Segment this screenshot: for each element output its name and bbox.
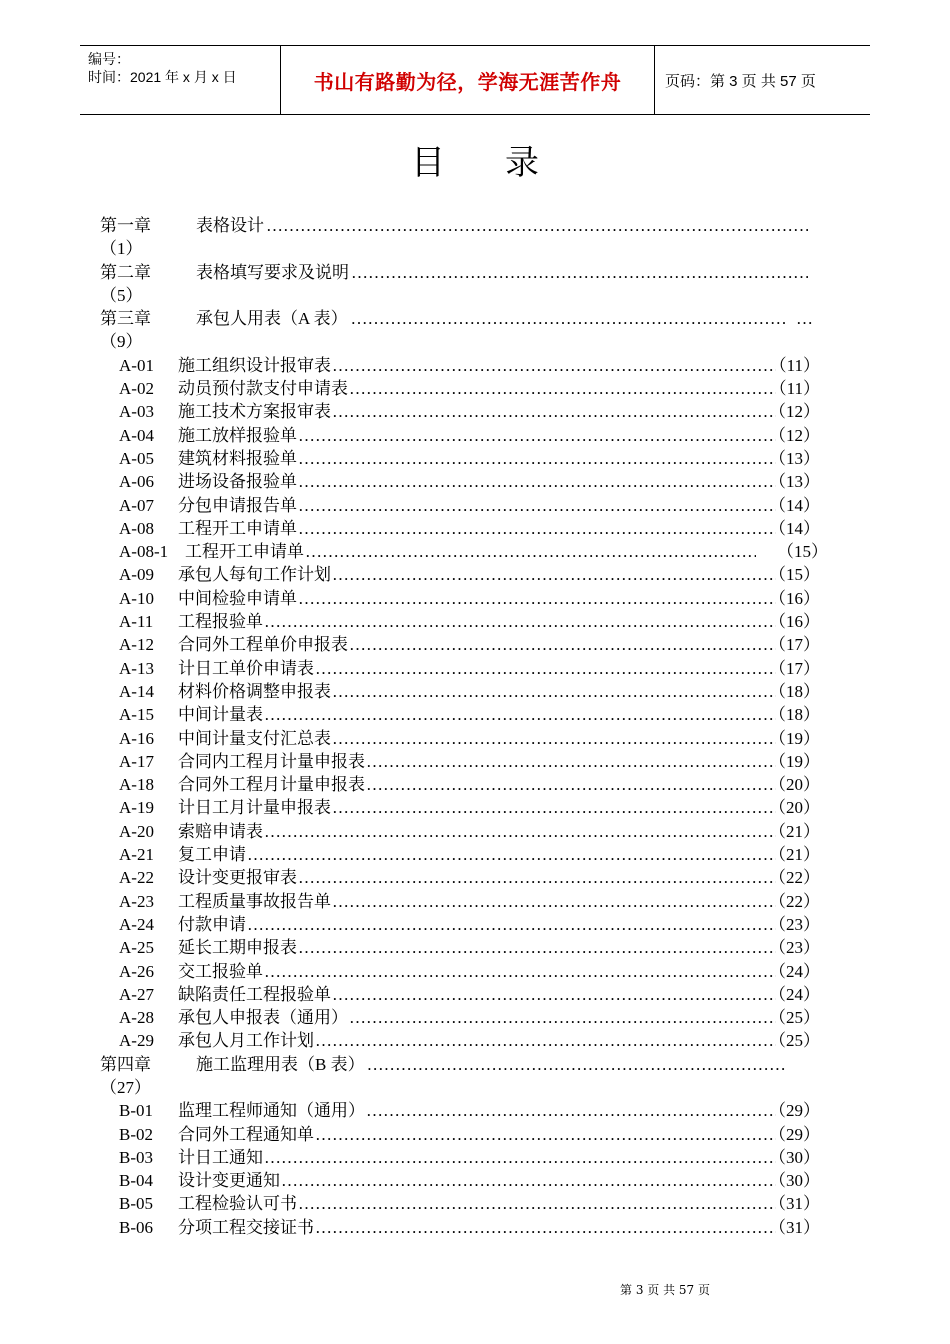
dot-leader (264, 703, 776, 726)
item-page-number: （18） (769, 705, 820, 725)
item-code: A-24 (119, 914, 154, 934)
chapter-number: 第一章 (100, 216, 151, 235)
dot-leader (332, 354, 776, 377)
item-title: 进场设备报验单 (178, 472, 297, 492)
item-page-number: （22） (769, 891, 820, 911)
dot-leader (349, 1006, 776, 1029)
chapter-page-number: （9） (100, 332, 143, 352)
toc-item-row (100, 796, 830, 819)
toc-chapter-row (100, 307, 830, 330)
item-title: 计日工单价申请表 (178, 658, 314, 678)
dot-leader (247, 843, 776, 866)
chapter-title: 施工监理用表（B 表） (196, 1054, 365, 1074)
item-page-number: （22） (769, 868, 820, 888)
item-page-number: （17） (769, 635, 820, 655)
dot-leader (298, 936, 776, 959)
item-title: 分项工程交接证书 (178, 1217, 314, 1237)
dot-leader (366, 773, 776, 796)
dot-leader (796, 307, 814, 330)
toc-item-row (100, 1123, 830, 1146)
dot-leader (298, 517, 776, 540)
header-motto-cell (281, 46, 655, 114)
time-label: 时间：2021 年 x 月 x 日 (88, 69, 237, 85)
chapter-number: 第二章 (100, 262, 151, 282)
item-code: A-22 (119, 868, 154, 888)
toc-chapter-row (100, 1053, 830, 1076)
chapter-page-number: （27） (100, 1077, 151, 1097)
item-page-number: （15） (769, 565, 820, 585)
item-title: 工程报验单 (178, 612, 263, 632)
item-title: 建筑材料报验单 (178, 448, 297, 468)
toc-item-row (100, 633, 830, 656)
item-code: A-12 (119, 635, 154, 655)
item-code: A-13 (119, 658, 154, 678)
toc-item-row (100, 400, 830, 423)
item-code: A-04 (119, 425, 154, 445)
dot-leader (367, 1053, 786, 1076)
item-code: A-10 (119, 588, 154, 608)
toc-item-row (100, 1006, 830, 1029)
page-header (80, 45, 870, 115)
dot-leader (266, 214, 808, 237)
toc-item-row (100, 936, 830, 959)
item-code: A-03 (119, 402, 154, 422)
item-title: 中间计量表 (178, 705, 263, 725)
toc-item-row (100, 680, 830, 703)
item-page-number: （23） (769, 938, 820, 958)
dot-leader (332, 680, 776, 703)
item-title: 施工技术方案报审表 (178, 402, 331, 422)
item-title: 工程质量事故报告单 (178, 891, 331, 911)
item-page-number: （13） (769, 472, 820, 492)
chapter-title: 表格设计 (196, 216, 264, 235)
item-code: B-02 (119, 1124, 153, 1144)
page-title: 目录 (411, 143, 599, 183)
item-title: 缺陷责任工程报验单 (178, 984, 331, 1004)
item-code: A-29 (119, 1031, 154, 1051)
toc-item-row (100, 820, 830, 843)
item-title: 中间检验申请单 (178, 588, 297, 608)
dot-leader (332, 796, 776, 819)
dot-leader (298, 1192, 776, 1215)
dot-leader (264, 820, 776, 843)
chapter-title: 承包人用表（A 表） (196, 309, 348, 329)
toc-chapter-page-row (100, 1076, 830, 1099)
toc-item-row (100, 540, 830, 563)
toc-item-row (100, 913, 830, 936)
item-page-number: （21） (769, 821, 820, 841)
toc-item-row (100, 494, 830, 517)
item-title: 合同外工程通知单 (178, 1124, 314, 1144)
dot-leader (315, 657, 776, 680)
item-title: 施工组织设计报审表 (178, 355, 331, 375)
dot-leader (366, 750, 776, 773)
item-page-number: （16） (769, 612, 820, 632)
item-title: 承包人申报表（通用） (178, 1008, 348, 1028)
item-page-number: （11） (769, 355, 820, 375)
item-code: A-26 (119, 961, 154, 981)
item-title: 监理工程师通知（通用） (178, 1101, 365, 1121)
item-code: A-05 (119, 448, 154, 468)
dot-leader (264, 960, 776, 983)
item-page-number: （30） (769, 1147, 820, 1167)
dot-leader (332, 983, 776, 1006)
toc-chapter-row (100, 214, 830, 237)
item-code: A-08 (119, 518, 154, 538)
item-code: A-08-1 (119, 542, 169, 562)
dot-leader (351, 261, 808, 284)
item-code: B-03 (119, 1147, 153, 1167)
dot-leader (298, 494, 776, 517)
item-code: A-16 (119, 728, 154, 748)
dot-leader (332, 727, 776, 750)
toc-item-row (100, 890, 830, 913)
item-code: A-17 (119, 751, 154, 771)
number-label: 编号： (88, 51, 130, 67)
toc-item-row (100, 1099, 830, 1122)
dot-leader (332, 563, 776, 586)
toc-item-row (100, 727, 830, 750)
item-title: 合同外工程月计量申报表 (178, 775, 365, 795)
dot-leader (315, 1216, 776, 1239)
item-code: A-07 (119, 495, 154, 515)
dot-leader (315, 1123, 776, 1146)
item-page-number: （20） (769, 798, 820, 818)
item-page-number: （13） (769, 448, 820, 468)
dot-leader (247, 913, 776, 936)
item-page-number: （14） (769, 495, 820, 515)
item-page-number: （12） (769, 425, 820, 445)
dot-leader (332, 400, 776, 423)
item-page-number: （30） (769, 1171, 820, 1191)
page-footer: 第 3 页 共 57 页 (620, 1283, 710, 1297)
item-code: A-06 (119, 472, 154, 492)
item-title: 承包人月工作计划 (178, 1031, 314, 1051)
item-code: B-04 (119, 1171, 153, 1191)
toc-item-row (100, 354, 830, 377)
item-page-number: （19） (769, 728, 820, 748)
item-page-number: （11） (769, 379, 820, 399)
item-title: 交工报验单 (178, 961, 263, 981)
dot-leader (264, 1146, 776, 1169)
item-code: A-21 (119, 845, 154, 865)
item-title: 中间计量支付汇总表 (178, 728, 331, 748)
item-title: 材料价格调整申报表 (178, 681, 331, 701)
header-motto: 书山有路勤为径，学海无涯苦作舟 (313, 69, 622, 94)
dot-leader (298, 424, 776, 447)
header-meta (80, 46, 281, 114)
item-title: 施工放样报验单 (178, 425, 297, 445)
item-title: 计日工月计量申报表 (178, 798, 331, 818)
dot-leader (298, 866, 776, 889)
item-code: A-20 (119, 821, 154, 841)
item-title: 工程开工申请单 (185, 542, 304, 562)
item-code: B-01 (119, 1101, 153, 1121)
chapter-page-number: （5） (100, 285, 143, 305)
toc-chapter-page-row (100, 237, 830, 260)
toc-item-row (100, 773, 830, 796)
item-title: 设计变更通知 (178, 1171, 280, 1191)
toc-chapter-row (100, 261, 830, 284)
item-code: A-14 (119, 681, 154, 701)
dot-leader (298, 447, 776, 470)
item-title: 承包人每旬工作计划 (178, 565, 331, 585)
item-title: 付款申请 (178, 914, 246, 934)
toc-item-row (100, 843, 830, 866)
item-code: A-23 (119, 891, 154, 911)
item-title: 动员预付款支付申请表 (178, 379, 348, 399)
dot-leader (281, 1169, 776, 1192)
toc-item-row (100, 1216, 830, 1239)
item-code: A-01 (119, 355, 154, 375)
item-code: A-11 (119, 612, 154, 632)
toc-item-row (100, 983, 830, 1006)
item-title: 设计变更报审表 (178, 868, 297, 888)
chapter-number: 第四章 (100, 1054, 151, 1074)
dot-leader (315, 1029, 776, 1052)
toc-item-row (100, 1146, 830, 1169)
toc-item-row (100, 866, 830, 889)
toc-item-row (100, 470, 830, 493)
item-title: 工程开工申请单 (178, 518, 297, 538)
toc-item-row (100, 587, 830, 610)
chapter-page-number: （1） (100, 239, 143, 259)
toc-item-row (100, 563, 830, 586)
item-title: 计日工通知 (178, 1147, 263, 1167)
toc-chapter-page-row (100, 284, 830, 307)
toc-item-row (100, 657, 830, 680)
item-title: 合同内工程月计量申报表 (178, 751, 365, 771)
chapter-number: 第三章 (100, 309, 151, 329)
item-page-number: （18） (769, 681, 820, 701)
toc-item-row (100, 1192, 830, 1215)
toc-item-row (100, 610, 830, 633)
item-page-number: （29） (769, 1101, 820, 1121)
item-page-number: （16） (769, 588, 820, 608)
item-page-number: （21） (769, 845, 820, 865)
item-page-number: （14） (769, 518, 820, 538)
item-code: A-02 (119, 379, 154, 399)
item-title: 复工申请 (178, 845, 246, 865)
item-page-number: （31） (769, 1194, 820, 1214)
item-code: B-06 (119, 1217, 153, 1237)
item-page-number: （20） (769, 775, 820, 795)
dot-leader (298, 587, 776, 610)
item-code: A-19 (119, 798, 154, 818)
item-page-number: （12） (769, 402, 820, 422)
dot-leader (332, 890, 776, 913)
item-page-number: （17） (769, 658, 820, 678)
chapter-title: 表格填写要求及说明 (196, 262, 349, 282)
item-page-number: （19） (769, 751, 820, 771)
dot-leader (349, 377, 776, 400)
item-page-number: （31） (769, 1217, 820, 1237)
item-code: A-27 (119, 984, 154, 1004)
item-title: 合同外工程单价申报表 (178, 635, 348, 655)
item-code: A-18 (119, 775, 154, 795)
toc-item-row (100, 377, 830, 400)
toc-item-row (100, 447, 830, 470)
toc-chapter-page-row (100, 330, 830, 353)
toc-item-row (100, 1029, 830, 1052)
toc-item-row (100, 703, 830, 726)
item-title: 工程检验认可书 (178, 1194, 297, 1214)
item-page-number: （15） (777, 542, 828, 562)
item-page-number: （29） (769, 1124, 820, 1144)
toc-item-row (100, 517, 830, 540)
item-page-number: （24） (769, 984, 820, 1004)
dot-leader (305, 540, 756, 563)
page-info-text: 页码：第 3 页 共 57 页 (665, 72, 816, 90)
item-code: A-09 (119, 565, 154, 585)
toc-item-row (100, 750, 830, 773)
dot-leader (366, 1099, 776, 1122)
header-page-info (655, 46, 870, 114)
item-code: A-25 (119, 938, 154, 958)
item-page-number: （23） (769, 914, 820, 934)
table-of-contents (100, 214, 830, 1239)
dot-leader (351, 307, 786, 330)
item-page-number: （25） (769, 1008, 820, 1028)
item-title: 延长工期申报表 (178, 938, 297, 958)
item-code: A-28 (119, 1008, 154, 1028)
item-page-number: （24） (769, 961, 820, 981)
item-code: A-15 (119, 705, 154, 725)
dot-leader (349, 633, 776, 656)
item-title: 索赔申请表 (178, 821, 263, 841)
item-code: B-05 (119, 1194, 153, 1214)
item-page-number: （25） (769, 1031, 820, 1051)
item-title: 分包申请报告单 (178, 495, 297, 515)
toc-item-row (100, 1169, 830, 1192)
dot-leader (298, 470, 776, 493)
toc-item-row (100, 960, 830, 983)
toc-item-row (100, 424, 830, 447)
dot-leader (264, 610, 776, 633)
